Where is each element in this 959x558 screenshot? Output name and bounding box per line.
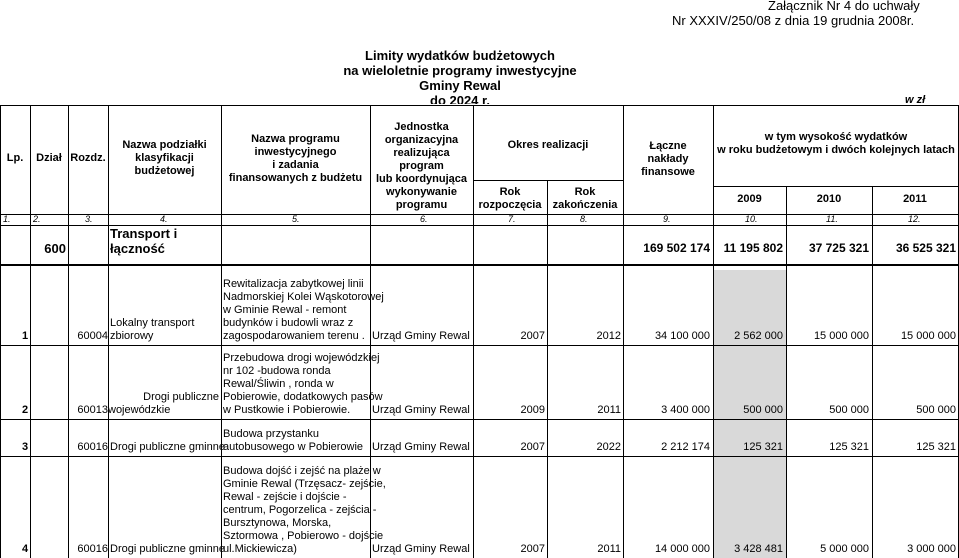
okres-divider — [473, 180, 623, 181]
col-num-6: 6. — [420, 214, 428, 224]
row4-start: 2007 — [520, 543, 545, 555]
row2-total: 3 400 000 — [661, 404, 710, 416]
row2-jednostka: Urząd Gminy Rewal — [372, 404, 470, 416]
row2-bottom-line — [0, 419, 959, 420]
section-name: Transport i łączność — [110, 226, 178, 256]
header-okres: Okres realizacji — [507, 139, 589, 151]
header-rok-rozpoczecia: Rok rozpoczęcia — [478, 186, 542, 211]
header-jednostka: Jednostka organizacyjna realizująca program lub koordynująca wykonywanie programu — [375, 121, 468, 211]
col-num-3: 3. — [85, 214, 93, 224]
title-line4: do 2024 r. — [430, 93, 490, 104]
section-dzial: 600 — [44, 241, 66, 256]
row2-lp: 2 — [22, 404, 29, 416]
row4-2010: 5 000 000 — [820, 543, 869, 555]
row3-2011: 125 321 — [916, 441, 956, 453]
row1-lp: 1 — [22, 330, 29, 342]
section-total: 169 502 174 — [643, 241, 710, 255]
header-lp: Lp. — [6, 152, 24, 164]
row3-program: Budowa przystanku autobusowego w Pobierowie — [223, 428, 364, 453]
row1-jednostka: Urząd Gminy Rewal — [372, 330, 470, 342]
row1-2010: 15 000 000 — [813, 330, 869, 342]
col-num-11: 11. — [826, 214, 838, 224]
col-num-9: 9. — [663, 214, 671, 224]
col-num-5: 5. — [292, 214, 300, 224]
row3-2010: 125 321 — [829, 441, 869, 453]
row1-2011: 15 000 000 — [900, 330, 956, 342]
header-program: Nazwa programu inwestycyjnego i zadania finansowanych z budżetu — [228, 133, 363, 184]
header-2010: 2010 — [816, 193, 842, 205]
row1-program: Rewitalizacja zabytkowej linii Nadmorskiej Kolei Wąskotorowej w Gminie Rewal - remont budynków i budowli wraz z zagospodarowaniem terenu . — [223, 278, 384, 342]
row4-2009: 3 428 481 — [734, 543, 783, 555]
col-num-4: 4. — [160, 214, 168, 224]
row2-end: 2011 — [597, 404, 621, 416]
title-line1: Limity wydatków budżetowych — [365, 48, 555, 63]
row1-end: 2012 — [596, 330, 621, 342]
row4-program: Budowa dojść i zejść na plaże w Gminie Rewal (Trzęsacz- zejście, Rewal - zejście i dojście - centrum, Pogorzelica - zejścia - Bursztynowa, Morska, Sztormowa , Pobierowo - dojście ul.Mickiewicza) — [223, 465, 386, 555]
header-podzialka: Nazwa podziałki klasyfikacji budżetowej — [122, 139, 207, 177]
row1-podzialka: Lokalny transport zbiorowy — [110, 317, 195, 342]
col-num-7: 7. — [508, 214, 516, 224]
vline-0 — [0, 105, 1, 558]
row1-2009: 2 562 000 — [734, 330, 783, 342]
header-rozdz: Rozdz. — [70, 152, 106, 164]
header-rok-zakonczenia: Rok zakończenia — [552, 186, 618, 211]
row3-bottom-line — [0, 456, 959, 457]
vline-1 — [30, 105, 31, 558]
col-num-1: 1. — [3, 214, 11, 224]
row2-2011: 500 000 — [916, 404, 956, 416]
header-laczne: Łączne nakłady finansowe — [641, 140, 695, 178]
col-num-10: 10. — [745, 214, 758, 224]
row4-rozdz: 60016 — [77, 543, 108, 555]
row1-start: 2007 — [520, 330, 545, 342]
table-top-line — [0, 105, 959, 106]
row2-rozdz: 60013 — [77, 404, 108, 416]
row4-podzialka: Drogi publiczne gminne — [110, 543, 225, 555]
section-2009: 11 195 802 — [723, 241, 783, 255]
years-divider — [713, 186, 959, 187]
header-2009: 2009 — [737, 193, 762, 205]
row3-start: 2007 — [520, 441, 545, 453]
header-2011: 2011 — [903, 193, 927, 205]
row4-jednostka: Urząd Gminy Rewal — [372, 543, 470, 555]
col-num-8: 8. — [580, 214, 588, 224]
row4-2011: 3 000 000 — [907, 543, 956, 555]
header-wtym: w tym wysokość wydatków w roku budżetowym i dwóch kolejnych latach — [717, 131, 955, 156]
title-line2: na wieloletnie programy inwestycyjne — [343, 63, 577, 78]
col-num-2: 2. — [33, 214, 41, 224]
section-bottom-line — [0, 264, 959, 266]
title-line3: Gminy Rewal — [419, 78, 501, 93]
row3-2009: 125 321 — [743, 441, 783, 453]
row3-end: 2022 — [596, 441, 621, 453]
row2-podzialka: Drogi publiczne wojewódzkie — [108, 391, 219, 416]
row1-bottom-line — [0, 345, 959, 346]
vline-7 — [547, 180, 548, 558]
annex-line2: Nr XXXIV/250/08 z dnia 19 grudnia 2008r. — [672, 13, 915, 28]
row1-total: 34 100 000 — [654, 330, 710, 342]
row2-start: 2009 — [520, 404, 545, 416]
annex-line1: Załącznik Nr 4 do uchwały — [768, 0, 920, 13]
header-bottom-line — [0, 214, 959, 215]
row3-podzialka: Drogi publiczne gminne — [110, 441, 225, 453]
row2-2010: 500 000 — [829, 404, 869, 416]
row3-jednostka: Urząd Gminy Rewal — [372, 441, 470, 453]
row3-lp: 3 — [22, 441, 29, 453]
section-2011: 36 525 321 — [895, 241, 956, 255]
row4-lp: 4 — [22, 543, 29, 555]
row2-2009: 500 000 — [743, 404, 783, 416]
unit-label: w zł — [905, 94, 926, 106]
row3-rozdz: 60016 — [77, 441, 108, 453]
row3-total: 2 212 174 — [661, 441, 710, 453]
row4-total: 14 000 000 — [654, 543, 710, 555]
section-2010: 37 725 321 — [808, 241, 869, 255]
row1-rozdz: 60004 — [77, 330, 108, 342]
row4-end: 2011 — [597, 543, 621, 555]
row2-program: Przebudowa drogi wojewódzkiej nr 102 -budowa ronda Rewal/Śliwin , ronda w Pobierowie, dodatkowych pasów w Pustkowie i Pobierowie. — [223, 352, 383, 416]
header-dzial: Dział — [36, 152, 62, 164]
col-num-12: 12. — [908, 214, 921, 224]
